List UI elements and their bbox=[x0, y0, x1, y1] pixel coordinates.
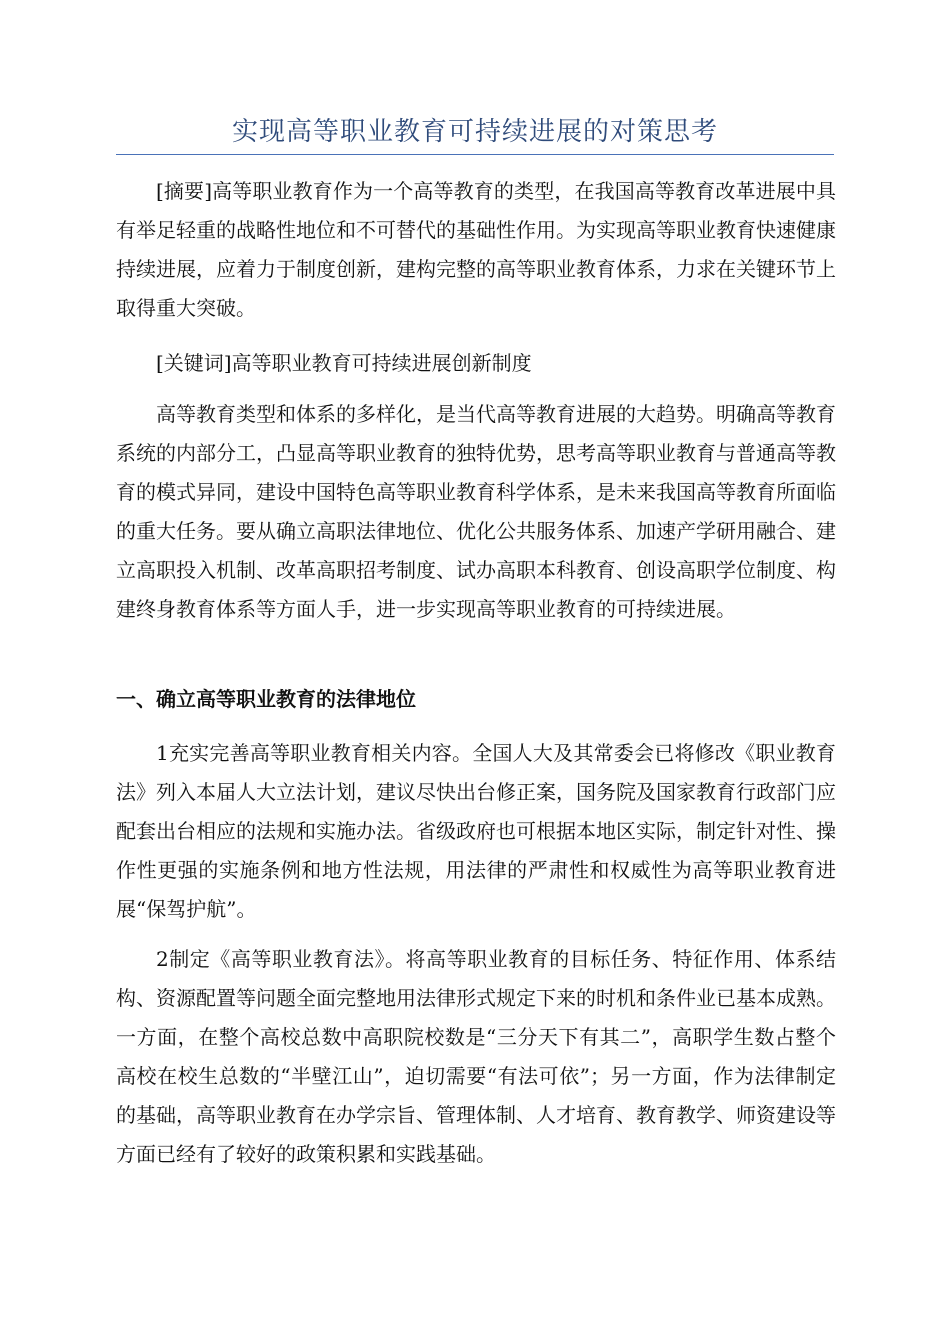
abstract-paragraph: [摘要]高等职业教育作为一个高等教育的类型，在我国高等教育改革进展中具有举足轻重的战略性地位和不可替代的基础性作用。为实现高等职业教育快速健康持续进展，应着力于制度创新，建构完整的高等职业教育体系，力求在关键环节上取得重大突破。 bbox=[116, 179, 836, 320]
keywords-paragraph: [关键词]高等职业教育可持续进展创新制度 bbox=[156, 351, 532, 375]
section-paragraph-1: 1充实完善高等职业教育相关内容。全国人大及其常委会已将修改《职业教育法》列入本届人大立法计划，建议尽快出台修正案，国务院及国家教育行政部门应配套出台相应的法规和实施办法。省级政府也可根据本地区实际，制定针对性、操作性更强的实施条例和地方性法规，用法律的严肃性和权威性为高等职业教育进展“保驾护航”。 bbox=[116, 741, 836, 921]
title-underline bbox=[116, 154, 834, 155]
section-heading: 一、确立高等职业教育的法律地位 bbox=[116, 687, 416, 711]
section-paragraph-2: 2制定《高等职业教育法》。将高等职业教育的目标任务、特征作用、体系结构、资源配置等问题全面完整地用法律形式规定下来的时机和条件业已基本成熟。一方面，在整个高校总数中高职院校数是“三分天下有其二”，高职学生数占整个高校在校生总数的“半壁江山”，迫切需要“有法可依”；另一方面，作为法律制定的基础，高等职业教育在办学宗旨、管理体制、人才培育、教育教学、师资建设等方面已经有了较好的政策积累和实践基础。 bbox=[116, 947, 836, 1166]
document-title: 实现高等职业教育可持续进展的对策思考 bbox=[231, 117, 718, 147]
intro-paragraph: 高等教育类型和体系的多样化，是当代高等教育进展的大趋势。明确高等教育系统的内部分工，凸显高等职业教育的独特优势，思考高等职业教育与普通高等教育的模式异同，建设中国特色高等职业教育科学体系，是未来我国高等教育所面临的重大任务。要从确立高职法律地位、优化公共服务体系、加速产学研用融合、建立高职投入机制、改革高职招考制度、试办高职本科教育、创设高职学位制度、构建终身教育体系等方面人手，进一步实现高等职业教育的可持续进展。 bbox=[116, 402, 836, 621]
